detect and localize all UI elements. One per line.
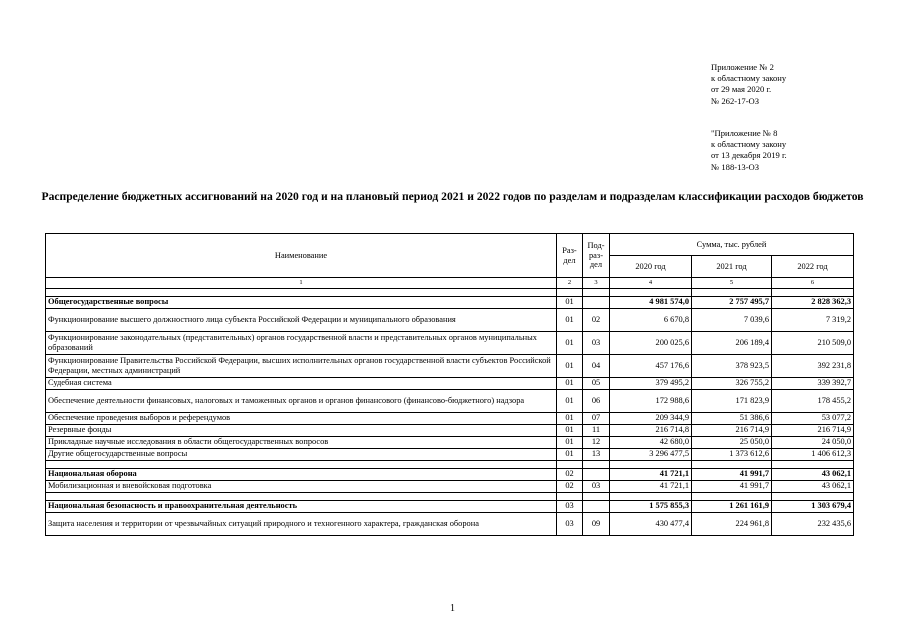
row-amount-2021: 7 039,6	[692, 308, 772, 331]
row-amount-2021: 2 757 495,7	[692, 296, 772, 308]
row-amount-2020: 1 575 855,3	[610, 500, 692, 512]
row-amount-2022: 7 319,2	[772, 308, 854, 331]
row-subsection-code: 02	[583, 308, 610, 331]
page-number: 1	[450, 603, 455, 614]
row-amount-2021: 378 923,5	[692, 354, 772, 377]
row-amount-2022: 43 062,1	[772, 468, 854, 480]
row-amount-2022: 24 050,0	[772, 436, 854, 448]
table-row	[46, 331, 854, 354]
row-amount-2022: 210 509,0	[772, 331, 854, 354]
row-amount-2022: 1 303 679,4	[772, 500, 854, 512]
table-row	[46, 412, 854, 424]
row-section-code: 01	[557, 448, 583, 460]
row-section-code: 01	[557, 436, 583, 448]
row-subsection-code: 09	[583, 512, 610, 535]
row-amount-2021: 41 991,7	[692, 468, 772, 480]
row-name: Другие общегосударственные вопросы	[46, 448, 557, 460]
header-section: Раз-дел	[557, 234, 583, 278]
row-name: Общегосударственные вопросы	[46, 296, 557, 308]
section-row	[46, 296, 854, 308]
row-amount-2020: 216 714,8	[610, 424, 692, 436]
table-row	[46, 308, 854, 331]
column-number: 4	[610, 278, 692, 289]
row-name: Резервные фонды	[46, 424, 557, 436]
row-amount-2021: 1 261 161,9	[692, 500, 772, 512]
table-row	[46, 354, 854, 377]
section-row	[46, 468, 854, 480]
row-subsection-code: 03	[583, 331, 610, 354]
row-section-code: 01	[557, 331, 583, 354]
annex-line: от 29 мая 2020 г.	[711, 84, 772, 95]
annex-line: к областному закону	[711, 73, 787, 84]
row-amount-2021: 206 189,4	[692, 331, 772, 354]
row-name: Мобилизационная и вневойсковая подготовка	[46, 480, 557, 492]
row-amount-2020: 172 988,6	[610, 389, 692, 412]
row-amount-2020: 200 025,6	[610, 331, 692, 354]
row-amount-2022: 43 062,1	[772, 480, 854, 492]
row-name: Функционирование высшего должностного лица субъекта Российской Федерации и муниципального образования	[46, 308, 557, 331]
row-name: Функционирование законодательных (представительных) органов государственной власти и представительных органов муниципальных образований	[46, 331, 557, 354]
row-section-code: 01	[557, 389, 583, 412]
row-name: Защита населения и территории от чрезвычайных ситуаций природного и техногенного характера, гражданская оборона	[46, 512, 557, 535]
row-subsection-code	[583, 296, 610, 308]
annex-line: Приложение № 2	[711, 62, 774, 72]
row-name: Прикладные научные исследования в области общегосударственных вопросов	[46, 436, 557, 448]
row-amount-2020: 209 344,9	[610, 412, 692, 424]
row-amount-2021: 326 755,2	[692, 377, 772, 389]
row-name: Обеспечение проведения выборов и референдумов	[46, 412, 557, 424]
table-row	[46, 480, 854, 492]
row-section-code: 01	[557, 308, 583, 331]
row-subsection-code: 06	[583, 389, 610, 412]
column-number: 5	[692, 278, 772, 289]
annex-line: к областному закону	[711, 139, 787, 150]
row-subsection-code: 07	[583, 412, 610, 424]
row-section-code: 01	[557, 412, 583, 424]
header-year-2021: 2021 год	[692, 256, 772, 278]
row-amount-2020: 42 680,0	[610, 436, 692, 448]
row-name: Обеспечение деятельности финансовых, налоговых и таможенных органов и органов финансового (финансово-бюджетного) надзора	[46, 389, 557, 412]
row-subsection-code: 12	[583, 436, 610, 448]
row-amount-2022: 392 231,8	[772, 354, 854, 377]
document-title: Распределение бюджетных ассигнований на 2020 год и на плановый период 2021 и 2022 годов по разделам и подразделам классификации расходов бюджетов	[41, 190, 864, 203]
row-subsection-code: 04	[583, 354, 610, 377]
header-year-2022: 2022 год	[772, 256, 854, 278]
row-amount-2020: 41 721,1	[610, 480, 692, 492]
table-body	[46, 278, 854, 536]
row-amount-2021: 216 714,9	[692, 424, 772, 436]
annex-line: "Приложение № 8	[711, 128, 778, 138]
annex-line: № 262-17-ОЗ	[711, 95, 760, 106]
budget-table	[45, 233, 854, 536]
row-amount-2022: 53 077,2	[772, 412, 854, 424]
row-amount-2020: 3 296 477,5	[610, 448, 692, 460]
column-number-row	[46, 278, 854, 289]
row-amount-2022: 1 406 612,3	[772, 448, 854, 460]
row-amount-2021: 224 961,8	[692, 512, 772, 535]
row-subsection-code: 03	[583, 480, 610, 492]
header-subsection: Под-раз-дел	[583, 234, 610, 278]
row-amount-2021: 171 823,9	[692, 389, 772, 412]
spacer-row	[46, 288, 854, 296]
row-name: Национальная оборона	[46, 468, 557, 480]
row-subsection-code	[583, 468, 610, 480]
spacer-row	[46, 460, 854, 468]
row-name: Функционирование Правительства Российской Федерации, высших исполнительных органов государственной власти субъектов Российской Федерации, местных администраций	[46, 354, 557, 377]
row-section-code: 01	[557, 296, 583, 308]
table-row	[46, 512, 854, 535]
header-name: Наименование	[46, 234, 557, 278]
table-row	[46, 424, 854, 436]
annex-line: от 13 декабря 2019 г.	[711, 150, 787, 161]
row-amount-2022: 216 714,9	[772, 424, 854, 436]
row-section-code: 01	[557, 354, 583, 377]
annex-reference-current	[711, 62, 786, 107]
header-year-2020: 2020 год	[610, 256, 692, 278]
row-amount-2021: 41 991,7	[692, 480, 772, 492]
column-number: 1	[46, 278, 557, 289]
row-amount-2020: 379 495,2	[610, 377, 692, 389]
row-section-code: 03	[557, 500, 583, 512]
row-section-code: 03	[557, 512, 583, 535]
row-amount-2022: 2 828 362,3	[772, 296, 854, 308]
row-amount-2021: 25 050,0	[692, 436, 772, 448]
row-subsection-code: 13	[583, 448, 610, 460]
row-section-code: 01	[557, 424, 583, 436]
row-subsection-code	[583, 500, 610, 512]
section-row	[46, 500, 854, 512]
table-row	[46, 389, 854, 412]
row-amount-2020: 430 477,4	[610, 512, 692, 535]
row-amount-2022: 232 435,6	[772, 512, 854, 535]
column-number: 2	[557, 278, 583, 289]
header-sum: Сумма, тыс. рублей	[610, 234, 854, 256]
table-row	[46, 448, 854, 460]
row-amount-2020: 4 981 574,0	[610, 296, 692, 308]
row-amount-2020: 457 176,6	[610, 354, 692, 377]
row-amount-2021: 1 373 612,6	[692, 448, 772, 460]
row-amount-2020: 41 721,1	[610, 468, 692, 480]
row-amount-2020: 6 670,8	[610, 308, 692, 331]
column-number: 3	[583, 278, 610, 289]
table-row	[46, 436, 854, 448]
row-amount-2021: 51 386,6	[692, 412, 772, 424]
row-subsection-code: 05	[583, 377, 610, 389]
row-name: Судебная система	[46, 377, 557, 389]
row-amount-2022: 339 392,7	[772, 377, 854, 389]
table-row	[46, 377, 854, 389]
spacer-row	[46, 492, 854, 500]
annex-reference-amended	[711, 128, 787, 173]
row-name: Национальная безопасность и правоохранительная деятельность	[46, 500, 557, 512]
row-section-code: 02	[557, 468, 583, 480]
annex-line: № 188-13-ОЗ	[711, 161, 760, 172]
column-number: 6	[772, 278, 854, 289]
row-section-code: 01	[557, 377, 583, 389]
row-amount-2022: 178 455,2	[772, 389, 854, 412]
row-section-code: 02	[557, 480, 583, 492]
row-subsection-code: 11	[583, 424, 610, 436]
